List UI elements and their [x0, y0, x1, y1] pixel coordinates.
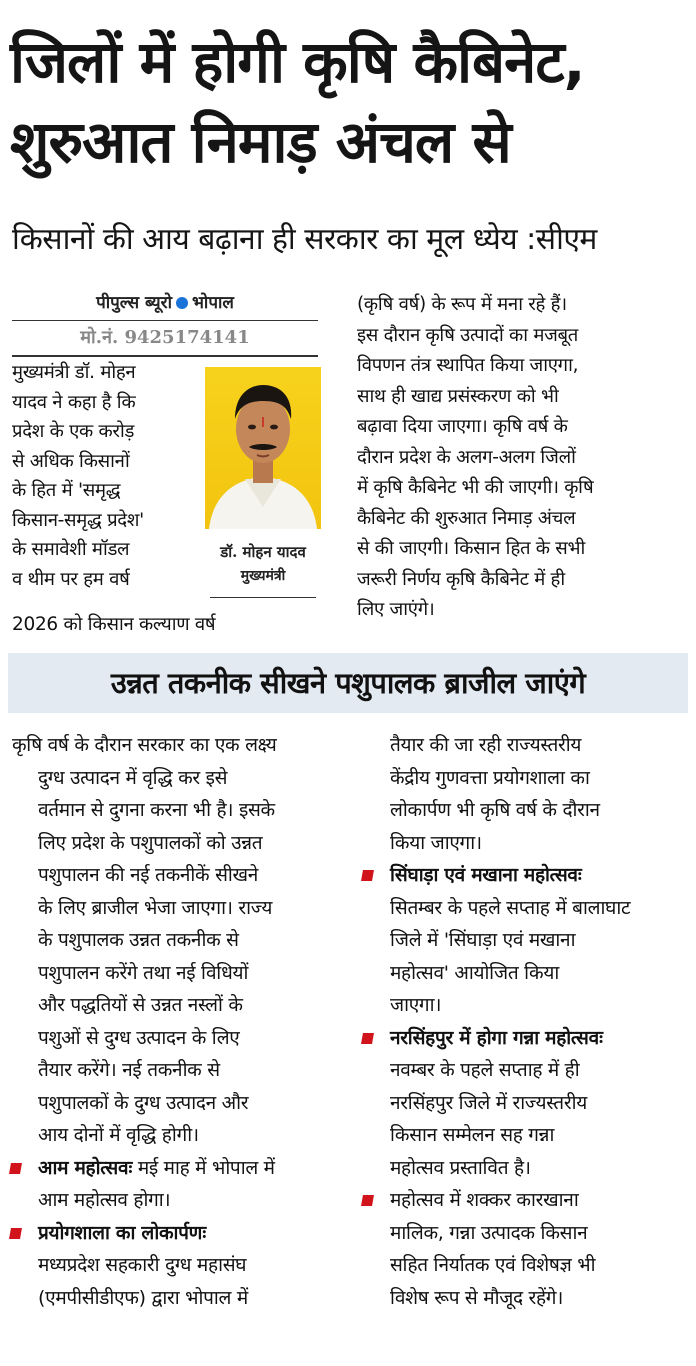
bullet-text: मई माह में भोपाल में: [137, 1156, 275, 1179]
bullet-shakkar-karkhana: [390, 1184, 630, 1217]
subheadline: किसानों की आय बढ़ाना ही सरकार का मूल ध्येय :सीएम: [12, 222, 597, 257]
caption-divider: [210, 597, 316, 598]
byline: [12, 290, 318, 316]
bullet-dot-icon: [176, 297, 188, 309]
byline-divider: [12, 320, 318, 321]
intro-line: प्रदेश के एक करोड़: [12, 421, 135, 442]
body-line: मालिक, गन्ना उत्पादक किसान: [390, 1221, 588, 1244]
right-column-line: जरूरी निर्णय कृषि कैबिनेट में ही: [357, 568, 565, 590]
body-line: लोकार्पण भी कृषि वर्ष के दौरान: [390, 799, 600, 821]
right-column-line: विपणन तंत्र स्थापित किया जाएगा,: [357, 355, 579, 376]
intro-line: यादव ने कहा है कि: [12, 391, 136, 413]
lower-right-column: [390, 729, 630, 1314]
body-line: पशुपालकों के दुग्ध उत्पादन और: [38, 1091, 249, 1114]
body-line: पशुओं से दुग्ध उत्पादन के लिए: [38, 1026, 240, 1049]
body-line: और पद्धतियों से उन्नत नस्लों के: [38, 994, 243, 1016]
body-line: किसान सम्मेलन सह गन्ना: [390, 1124, 555, 1146]
intro-line: व थीम पर हम वर्ष: [12, 568, 130, 590]
bureau-name: पीपुल्स ब्यूरो: [96, 293, 172, 313]
body-line: आय दोनों में वृद्धि होगी।: [38, 1124, 199, 1146]
body-line: तैयार की जा रही राज्यस्तरीय: [390, 734, 582, 756]
intro-line: मुख्यमंत्री डॉ. मोहन: [12, 362, 136, 383]
body-line: दुग्ध उत्पादन में वृद्धि कर इसे: [38, 766, 228, 789]
intro-line: से अधिक किसानों: [12, 450, 130, 472]
body-line: कृषि वर्ष के दौरान सरकार का एक लक्ष्य: [12, 734, 277, 756]
right-column-line: साथ ही खाद्य प्रसंस्करण को भी: [357, 385, 559, 407]
dateline-city: भोपाल: [191, 293, 234, 313]
red-square-bullet-icon: [9, 1228, 22, 1239]
bullet-heading: सिंघाड़ा एवं मखाना महोत्सवः: [390, 864, 582, 886]
body-line: (एमपीसीडीएफ) द्वारा भोपाल में: [38, 1286, 248, 1309]
body-line: मध्यप्रदेश सहकारी दुग्ध महासंघ: [38, 1254, 247, 1276]
bullet-heading: आम महोत्सवः: [38, 1156, 133, 1179]
portrait-illustration: [205, 367, 321, 529]
bullet-singhada-makhana: [390, 859, 630, 892]
body-line: वर्तमान से दुगना करना भी है। इसके: [38, 799, 275, 821]
bullet-heading: प्रयोगशाला का लोकार्पणः: [38, 1221, 206, 1244]
body-line: विशेष रूप से मौजूद रहेंगे।: [390, 1286, 564, 1309]
bullet-ganna-mahotsav: [390, 1022, 630, 1055]
body-line: जाएगा।: [390, 994, 442, 1016]
right-column-text: [357, 290, 687, 626]
caption-title: मुख्यमंत्री: [240, 568, 286, 584]
red-square-bullet-icon: [361, 1195, 374, 1206]
body-line: के लिए ब्राजील भेजा जाएगा। राज्य: [38, 896, 273, 919]
caption-name: डॉ. मोहन यादव: [220, 543, 306, 561]
headline-line-2: शुरुआत निमाड़ अंचल से: [10, 108, 511, 176]
body-line: नवम्बर के पहले सप्ताह में ही: [390, 1059, 580, 1081]
photo-caption: [205, 540, 321, 588]
body-line: नरसिंहपुर जिले में राज्यस्तरीय: [390, 1091, 587, 1114]
body-line: तैयार करेंगे। नई तकनीक से: [38, 1059, 220, 1081]
bullet-heading: नरसिंहपुर में होगा गन्ना महोत्सवः: [390, 1026, 603, 1049]
body-line: जिले में 'सिंघाड़ा एवं मखाना: [390, 929, 576, 951]
right-column-line: लिए जाएंगे।: [357, 599, 435, 620]
bullet-text: महोत्सव में शक्कर कारखाना: [390, 1189, 579, 1211]
intro-paragraph: [12, 358, 198, 594]
right-column-line: इस दौरान कृषि उत्पादों का मजबूत: [357, 324, 579, 346]
body-line: सितम्बर के पहले सप्ताह में बालाघाट: [390, 896, 631, 919]
body-line: पशुपालन करेंगे तथा नई विधियों: [38, 961, 249, 984]
right-column-line: दौरान प्रदेश के अलग-अलग जिलों: [357, 446, 576, 468]
red-square-bullet-icon: [9, 1163, 22, 1174]
body-line: लिए प्रदेश के पशुपालकों को उन्नत: [38, 831, 263, 854]
chief-minister-photo: [205, 367, 321, 529]
right-column-line: बढ़ावा दिया जाएगा। कृषि वर्ष के: [357, 416, 568, 437]
section-banner-heading: उन्नत तकनीक सीखने पशुपालक ब्राजील जाएंगे: [8, 653, 688, 713]
body-line: केंद्रीय गुणवत्ता प्रयोगशाला का: [390, 766, 590, 789]
body-line: आम महोत्सव होगा।: [38, 1189, 171, 1211]
red-square-bullet-icon: [361, 870, 374, 881]
right-column-line: में कृषि कैबिनेट भी की जाएगी। कृषि: [357, 477, 594, 498]
right-column-line: से की जाएगी। किसान हित के सभी: [357, 538, 585, 559]
lower-left-paragraph-cont: [38, 762, 275, 1315]
body-line: महोत्सव प्रस्तावित है।: [390, 1156, 531, 1179]
reporter-phone: मो.नं. 9425174141: [80, 327, 250, 348]
headline: [10, 22, 686, 182]
red-square-bullet-icon: [361, 1033, 374, 1044]
byline-divider-bottom: [12, 355, 318, 357]
body-line: पशुपालन की नई तकनीकें सीखने: [38, 864, 259, 886]
right-column-line: (कृषि वर्ष) के रूप में मना रहे हैं।: [357, 294, 567, 315]
body-line: सहित निर्यातक एवं विशेषज्ञ भी: [390, 1254, 596, 1276]
body-line: के पशुपालक उन्नत तकनीक से: [38, 929, 239, 951]
body-line: किया जाएगा।: [390, 831, 482, 854]
bullet-prayogshala: [38, 1217, 275, 1250]
headline-line-1: जिलों में होगी कृषि कैबिनेट,: [10, 28, 585, 96]
intro-line: किसान-समृद्ध प्रदेश': [12, 509, 144, 531]
right-column-line: कैबिनेट की शुरुआत निमाड़ अंचल: [357, 507, 576, 529]
intro-tail-line: 2026 को किसान कल्याण वर्ष: [12, 614, 216, 635]
body-line: महोत्सव' आयोजित किया: [390, 961, 559, 984]
intro-line: के समावेशी मॉडल: [12, 539, 130, 560]
bullet-aam-mahotsav: [38, 1152, 275, 1185]
intro-line: के हित में 'समृद्ध: [12, 480, 121, 501]
lower-left-paragraph: [12, 729, 277, 762]
